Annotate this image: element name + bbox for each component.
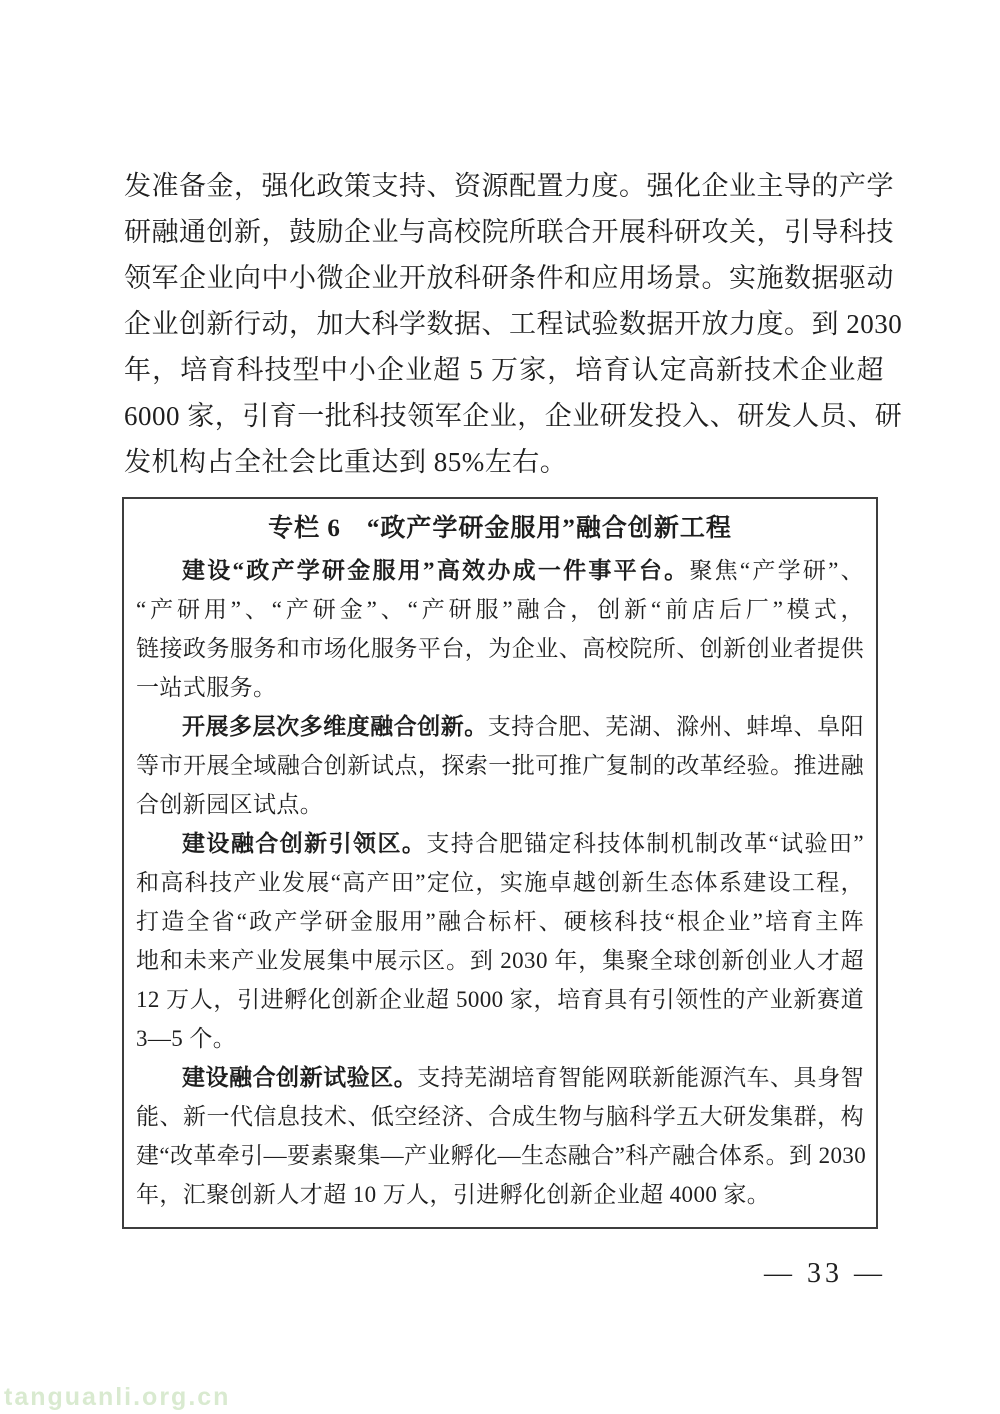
box-text-line — [136, 551, 864, 590]
column-6-box — [122, 497, 878, 1229]
box-text-line — [136, 746, 864, 785]
box-text-line — [136, 824, 864, 863]
box-text-line — [136, 1175, 864, 1214]
box-text-line — [136, 980, 864, 1019]
watermark-text: tanguanli.org.cn — [4, 1383, 231, 1411]
box-line-text: 支持合肥锚定科技体制机制改革“试验田” — [426, 831, 864, 856]
box-line-text: 支持合肥、芜湖、滁州、蚌埠、阜阳 — [487, 714, 864, 739]
box-text-line — [136, 785, 864, 824]
box-line-bold-lead: 建设“政产学研金服用”高效办成一件事平台。 — [182, 558, 690, 583]
body-text-line: 企业创新行动，加大科学数据、工程试验数据开放力度。到 2030 — [124, 309, 903, 339]
box-text-line — [136, 863, 864, 902]
box-text-line — [136, 902, 864, 941]
box-text-line — [136, 941, 864, 980]
box-line-text: 等市开展全域融合创新试点，探索一批可推广复制的改革经验。推进融 — [136, 753, 864, 778]
body-text-line: 领军企业向中小微企业开放科研条件和应用场景。实施数据驱动 — [124, 263, 894, 293]
box-line-bold-lead: 建设融合创新引领区。 — [182, 831, 427, 856]
box-line-bold-lead: 开展多层次多维度融合创新。 — [182, 714, 488, 739]
box-line-text: 和高科技产业发展“高产田”定位，实施卓越创新生态体系建设工程， — [136, 870, 864, 895]
body-text-line: 年，培育科技型中小企业超 5 万家，培育认定高新技术企业超 — [124, 355, 884, 385]
body-text-line: 研融通创新，鼓励企业与高校院所联合开展科研攻关，引导科技 — [124, 217, 894, 247]
box-line-text: 建“改革牵引—要素聚集—产业孵化—生态融合”科产融合体系。到 2030 — [136, 1143, 867, 1168]
box-line-text: 能、新一代信息技术、低空经济、合成生物与脑科学五大研发集群，构 — [136, 1104, 864, 1129]
box-text-line — [136, 1019, 864, 1058]
box-line-text: 链接政务服务和市场化服务平台，为企业、高校院所、创新创业者提供 — [136, 636, 864, 661]
box-text-line — [136, 707, 864, 746]
box-text-line — [136, 1097, 864, 1136]
body-paragraph — [124, 163, 903, 485]
box-text-line — [136, 1058, 864, 1097]
box-line-text: 12 万人，引进孵化创新企业超 5000 家，培育具有引领性的产业新赛道 — [136, 987, 864, 1012]
box-line-text: 聚焦“产学研”、 — [689, 558, 864, 583]
box-line-text: 年，汇聚创新人才超 10 万人，引进孵化创新企业超 4000 家。 — [136, 1182, 771, 1207]
box-line-text: 一站式服务。 — [136, 675, 277, 700]
box-text-line — [136, 1136, 867, 1175]
box-text-line — [136, 668, 864, 707]
box-text-line — [136, 629, 864, 668]
box-line-text: 地和未来产业发展集中展示区。到 2030 年，集聚全球创新创业人才超 — [136, 948, 864, 973]
box-line-text: 打造全省“政产学研金服用”融合标杆、硬核科技“根企业”培育主阵 — [136, 909, 864, 934]
body-text-line: 发机构占全社会比重达到 85%左右。 — [124, 447, 568, 477]
page-number: — 33 — — [764, 1258, 886, 1289]
box-line-text: 支持芜湖培育智能网联新能源汽车、具身智 — [417, 1065, 864, 1090]
box-line-text: “产研用”、“产研金”、“产研服”融合，创新“前店后厂”模式， — [136, 597, 864, 622]
body-text-line: 6000 家，引育一批科技领军企业，企业研发投入、研发人员、研 — [124, 401, 903, 431]
box-line-text: 合创新园区试点。 — [136, 792, 324, 817]
box-line-bold-lead: 建设融合创新试验区。 — [182, 1065, 418, 1090]
column-box-title: 专栏 6 “政产学研金服用”融合创新工程 — [268, 515, 732, 542]
body-text-line: 发准备金，强化政策支持、资源配置力度。强化企业主导的产学 — [124, 171, 894, 201]
box-text-line — [136, 590, 864, 629]
box-line-text: 3—5 个。 — [136, 1026, 237, 1051]
